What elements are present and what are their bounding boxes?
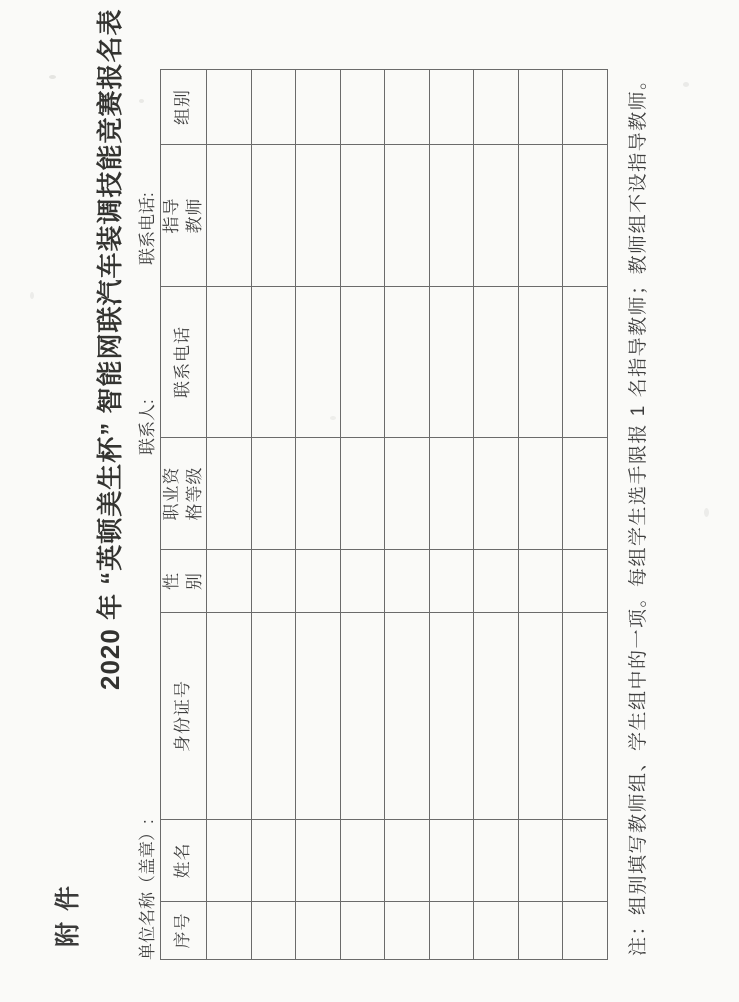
empty-cell (518, 613, 563, 820)
column-header-label: 指导 (162, 197, 182, 234)
table-body (207, 70, 608, 960)
empty-cell (518, 550, 563, 613)
column-header-label: 序号 (173, 912, 193, 949)
empty-cell (207, 438, 252, 550)
empty-cell (296, 145, 341, 287)
empty-cell (296, 820, 341, 902)
empty-cell (251, 902, 296, 960)
empty-cell (296, 613, 341, 820)
empty-cell (563, 820, 608, 902)
column-header-label: 教师 (184, 197, 204, 234)
empty-cell (296, 902, 341, 960)
empty-cell (385, 145, 430, 287)
empty-cell (563, 287, 608, 438)
table-row (563, 70, 608, 960)
table-row (385, 70, 430, 960)
table-row (296, 70, 341, 960)
empty-cell (429, 613, 474, 820)
table-row (518, 70, 563, 960)
table-row (474, 70, 519, 960)
empty-cell (518, 70, 563, 145)
empty-cell (429, 550, 474, 613)
empty-cell (474, 70, 519, 145)
empty-cell (385, 550, 430, 613)
table-row (340, 70, 385, 960)
empty-cell (207, 902, 252, 960)
contact-phone-label: 联系电话: (138, 192, 157, 265)
column-header-label: 组别 (173, 89, 193, 125)
empty-cell (340, 613, 385, 820)
column-header-label: 联系电话 (173, 326, 193, 398)
column-header-label: 职业资 (162, 466, 182, 521)
unit-name-label: 单位名称（盖章）: (138, 819, 157, 960)
empty-cell (518, 820, 563, 902)
empty-cell (385, 438, 430, 550)
empty-cell (251, 438, 296, 550)
column-header-serial (161, 902, 207, 960)
empty-cell (207, 70, 252, 145)
empty-cell (385, 820, 430, 902)
empty-cell (385, 70, 430, 145)
header-row (161, 70, 207, 960)
empty-cell (340, 70, 385, 145)
empty-cell (474, 902, 519, 960)
column-header-id-number (161, 613, 207, 820)
column-header-label: 别 (184, 572, 204, 590)
empty-cell (340, 287, 385, 438)
empty-cell (207, 550, 252, 613)
column-header-label: 姓名 (173, 842, 193, 879)
empty-cell (563, 438, 608, 550)
empty-cell (474, 145, 519, 287)
column-header-label: 格等级 (184, 466, 204, 521)
column-header-group (161, 70, 207, 145)
empty-cell (296, 438, 341, 550)
empty-cell (340, 145, 385, 287)
empty-cell (207, 287, 252, 438)
column-header-gender (161, 550, 207, 613)
empty-cell (385, 902, 430, 960)
contact-person-label: 联系人: (138, 399, 157, 455)
empty-cell (207, 613, 252, 820)
empty-cell (207, 145, 252, 287)
empty-cell (429, 820, 474, 902)
page-title: 2020 年 “英顿美生杯” 智能网联汽车装调技能竞赛报名表 (95, 8, 125, 690)
empty-cell (385, 613, 430, 820)
empty-cell (563, 902, 608, 960)
empty-cell (429, 902, 474, 960)
column-header-label: 性 (162, 572, 182, 590)
table-row (207, 70, 252, 960)
registration-table (160, 69, 608, 960)
empty-cell (251, 145, 296, 287)
empty-cell (474, 287, 519, 438)
empty-cell (429, 287, 474, 438)
column-header-qualification-level (161, 438, 207, 550)
empty-cell (563, 145, 608, 287)
table-row (429, 70, 474, 960)
empty-cell (518, 145, 563, 287)
empty-cell (429, 70, 474, 145)
column-header-name (161, 820, 207, 902)
empty-cell (251, 820, 296, 902)
empty-cell (474, 613, 519, 820)
attachment-label: 附件 (54, 874, 82, 947)
empty-cell (340, 820, 385, 902)
empty-cell (518, 438, 563, 550)
column-header-label: 身份证号 (173, 680, 193, 752)
column-header-phone (161, 287, 207, 438)
column-header-instructor (161, 145, 207, 287)
empty-cell (251, 613, 296, 820)
empty-cell (474, 550, 519, 613)
empty-cell (251, 70, 296, 145)
empty-cell (474, 820, 519, 902)
empty-cell (296, 550, 341, 613)
empty-cell (207, 820, 252, 902)
empty-cell (563, 613, 608, 820)
empty-cell (340, 438, 385, 550)
empty-cell (429, 145, 474, 287)
empty-cell (296, 70, 341, 145)
empty-cell (385, 287, 430, 438)
empty-cell (563, 550, 608, 613)
empty-cell (296, 287, 341, 438)
footnote: 注：组别填写教师组、学生组中的一项。每组学生选手限报 1 名指导教师；教师组不设指导教师。 (628, 69, 649, 956)
table-row (251, 70, 296, 960)
empty-cell (518, 902, 563, 960)
empty-cell (563, 70, 608, 145)
empty-cell (340, 902, 385, 960)
empty-cell (474, 438, 519, 550)
empty-cell (518, 287, 563, 438)
empty-cell (340, 550, 385, 613)
empty-cell (429, 438, 474, 550)
empty-cell (251, 287, 296, 438)
empty-cell (251, 550, 296, 613)
